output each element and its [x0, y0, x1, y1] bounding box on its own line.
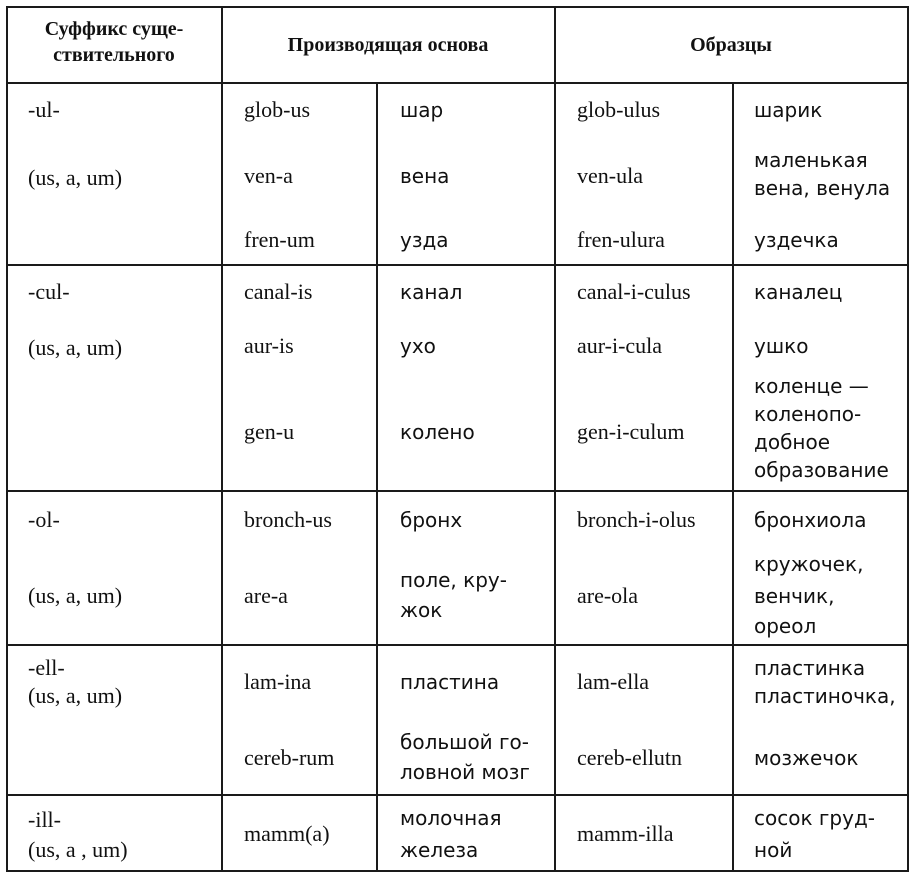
- stem-cell: fren-um: [244, 227, 315, 252]
- translation-cell: пластинка: [754, 656, 866, 680]
- translation-cell: ной: [754, 838, 793, 862]
- group-divider-3: [6, 644, 909, 646]
- header-suffix-line2: ствительного: [53, 44, 175, 66]
- example-cell: bronch-i-olus: [577, 507, 696, 532]
- group-ending: (us, a , um): [28, 837, 128, 862]
- meaning-cell: ловной мозг: [400, 760, 530, 784]
- translation-cell: пластиночка,: [754, 684, 896, 708]
- meaning-cell: вена: [400, 164, 450, 188]
- stem-cell: aur-is: [244, 333, 294, 358]
- stem-cell: gen-u: [244, 419, 295, 444]
- translation-cell: маленькая: [754, 148, 868, 172]
- example-cell: aur-i-cula: [577, 333, 663, 358]
- header-suffix: [8, 16, 220, 68]
- translation-cell: добное: [754, 430, 831, 454]
- translation-cell: шарик: [754, 98, 823, 122]
- translation-cell: уздечка: [754, 228, 839, 252]
- example-cell: are-ola: [577, 583, 639, 608]
- translation-cell: венчик,: [754, 584, 835, 608]
- example-cell: lam-ella: [577, 669, 650, 694]
- meaning-cell: молочная: [400, 806, 502, 830]
- example-cell: cereb-ellutn: [577, 745, 683, 770]
- meaning-cell: канал: [400, 280, 463, 304]
- translation-cell: ореол: [754, 614, 817, 638]
- meaning-cell: бронх: [400, 508, 463, 532]
- translation-cell: ушко: [754, 334, 809, 358]
- example-cell: canal-i-culus: [577, 279, 691, 304]
- stem-cell: are-a: [244, 583, 288, 608]
- header-examples: Образцы: [690, 34, 772, 56]
- table-border-top: [6, 6, 909, 8]
- meaning-cell: колено: [400, 420, 475, 444]
- example-cell: gen-i-culum: [577, 419, 685, 444]
- translation-cell: мозжечок: [754, 746, 859, 770]
- group-ending: (us, a, um): [28, 583, 123, 608]
- stem-cell: ven-a: [244, 163, 293, 188]
- stem-cell: bronch-us: [244, 507, 332, 532]
- stem-cell: mamm(a): [244, 821, 330, 846]
- example-cell: ven-ula: [577, 163, 643, 188]
- group-suffix: -ol-: [28, 507, 60, 532]
- translation-cell: сосок груд-: [754, 806, 875, 830]
- group-ending: (us, a, um): [28, 683, 123, 708]
- example-cell: glob-ulus: [577, 97, 661, 122]
- translation-cell: образование: [754, 458, 889, 482]
- meaning-cell: ухо: [400, 334, 436, 358]
- group-divider-4: [6, 794, 909, 796]
- group-ending: (us, a, um): [28, 165, 123, 190]
- translation-cell: кружочек,: [754, 552, 864, 576]
- header-suffix-line1: Суффикс суще-: [44, 18, 184, 40]
- table-border-right: [907, 6, 909, 872]
- meaning-cell: узда: [400, 228, 449, 252]
- meaning-cell: жок: [400, 598, 443, 622]
- stem-cell: cereb-rum: [244, 745, 335, 770]
- group-divider-1: [6, 264, 909, 266]
- col-divider-2: [376, 82, 378, 872]
- group-suffix: -ul-: [28, 97, 60, 122]
- table-border-bottom: [6, 870, 909, 872]
- example-cell: fren-ulura: [577, 227, 665, 252]
- group-suffix: -ell-: [28, 655, 65, 680]
- header-divider: [6, 82, 909, 84]
- meaning-cell: шар: [400, 98, 444, 122]
- translation-cell: вена, венула: [754, 176, 891, 200]
- group-suffix: -ill-: [28, 807, 61, 832]
- stem-cell: canal-is: [244, 279, 313, 304]
- suffix-table: [6, 6, 909, 872]
- translation-cell: коленопо-: [754, 402, 862, 426]
- group-ending: (us, a, um): [28, 335, 123, 360]
- translation-cell: каналец: [754, 280, 843, 304]
- stem-cell: glob-us: [244, 97, 310, 122]
- meaning-cell: железа: [400, 838, 479, 862]
- header-stem: Производящая основа: [287, 34, 489, 56]
- col-divider-4: [732, 82, 734, 872]
- table-border-left: [6, 6, 8, 872]
- group-divider-2: [6, 490, 909, 492]
- translation-cell: коленце —: [754, 374, 869, 398]
- col-divider-3: [554, 6, 556, 872]
- translation-cell: бронхиола: [754, 508, 867, 532]
- meaning-cell: пластина: [400, 670, 500, 694]
- meaning-cell: поле, кру-: [400, 568, 507, 592]
- col-divider-1: [221, 6, 223, 872]
- meaning-cell: большой го-: [400, 730, 529, 754]
- stem-cell: lam-ina: [244, 669, 312, 694]
- example-cell: mamm-illa: [577, 821, 674, 846]
- group-suffix: -cul-: [28, 279, 70, 304]
